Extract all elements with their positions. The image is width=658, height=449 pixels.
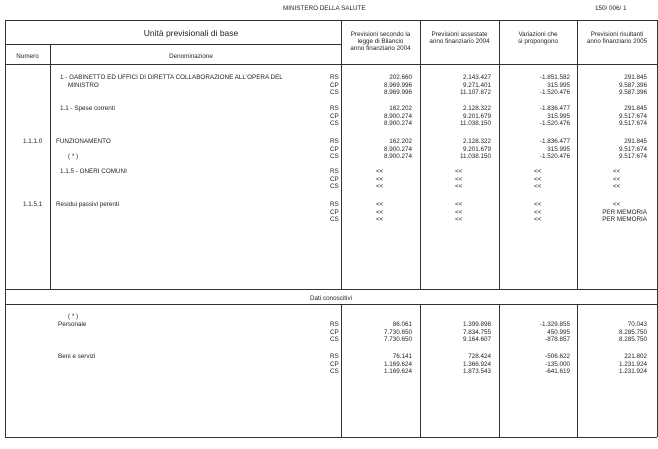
cell-value: 221.802	[624, 353, 647, 360]
code-rs: RS	[330, 138, 339, 145]
code-cs: CS	[330, 183, 339, 190]
cell-value: 291.845	[624, 138, 647, 145]
column-variazioni-line2: si propongono	[518, 38, 558, 45]
cell-value: 1.231.924	[618, 360, 647, 368]
cell-value: 9.587.396	[618, 81, 647, 89]
nil-value: <<	[455, 201, 463, 208]
nil-value: <<	[376, 201, 384, 208]
cell-value: 9.164.607	[462, 336, 491, 343]
cell-value: 291.845	[624, 74, 647, 81]
cell-value: 9.271.401	[462, 81, 491, 89]
cell-value: 7.730.650	[383, 328, 412, 336]
column-denominazione: Denominazione	[169, 53, 213, 60]
cell-value: 1.873.543	[462, 368, 491, 375]
cell-value: 315.995	[547, 145, 570, 153]
code-cs: CS	[330, 153, 339, 160]
code-rs: RS	[330, 105, 339, 112]
nil-value: <<	[613, 175, 621, 183]
nil-value: <<	[534, 175, 542, 183]
cell-value: -1.836.477	[539, 138, 570, 145]
cell-value: 11.038.150	[459, 120, 491, 127]
cell-value: 9.201.679	[462, 145, 491, 153]
cell-value: 1.399.898	[462, 321, 491, 328]
cell-value: 1.169.624	[383, 368, 412, 375]
cell-value: -878.857	[545, 336, 570, 343]
nil-value: <<	[455, 168, 463, 175]
code-rs: RS	[330, 321, 339, 328]
section-divider	[5, 289, 657, 290]
cell-value: 2.128.322	[462, 138, 491, 145]
nil-value: <<	[534, 183, 542, 190]
cell-value: 7.730.650	[383, 336, 412, 343]
code-rs: RS	[330, 168, 339, 175]
code-cs: CS	[330, 336, 339, 343]
cell-value: 8.969.996	[383, 81, 412, 89]
cell-value: 11.107.872	[459, 89, 491, 96]
nil-value: <<	[455, 216, 463, 223]
nil-value: <<	[455, 175, 463, 183]
code-cp: CP	[330, 145, 339, 153]
code-cs: CS	[330, 120, 339, 127]
code-cs: CS	[330, 216, 339, 223]
column-previsioni-assestate-line2: anno finanziario 2004	[429, 38, 490, 45]
nil-value: <<	[534, 216, 542, 223]
column-previsioni-risultanti-line1: Previsioni risultanti	[590, 31, 644, 38]
column-variazioni-line1: Variazioni che	[518, 31, 558, 38]
cell-value: 8.285.750	[618, 336, 647, 343]
cell-value: -1.851.582	[539, 74, 570, 81]
cell-value: 76.141	[392, 353, 412, 360]
cell-value: 9.517.674	[618, 145, 647, 153]
cell-value: 8.285.750	[618, 328, 647, 336]
row-label: ( * )	[68, 153, 79, 160]
cell-value: 315.995	[547, 112, 570, 120]
nil-value: <<	[613, 201, 621, 208]
row-label: Residui passivi perenti	[56, 201, 119, 208]
cell-value: -135.000	[545, 360, 570, 368]
nil-value: <<	[376, 216, 384, 223]
column-previsioni-legge-line1: Previsioni secondo la	[350, 31, 411, 38]
row-numero: 1.1.1.0	[23, 138, 43, 145]
code-rs: RS	[330, 353, 339, 360]
cell-value: -641.619	[545, 368, 570, 375]
cell-value: 8.969.996	[383, 89, 412, 96]
cell-value: 8.900.274	[383, 112, 412, 120]
nil-value: <<	[455, 208, 463, 216]
nil-value: <<	[534, 168, 542, 175]
nil-value: <<	[376, 208, 384, 216]
cell-value: PER MEMORIA	[602, 208, 647, 216]
cell-value: 162.202	[389, 138, 412, 145]
dati-header-border	[5, 304, 657, 305]
code-rs: RS	[330, 201, 339, 208]
column-previsioni-legge-line3: anno finanziario 2004	[350, 45, 411, 52]
dati-row-label: Beni e servizi	[58, 353, 96, 360]
cell-value: 1.366.924	[462, 360, 491, 368]
row-label: 1.1.5 - ONERI COMUNI	[60, 168, 127, 175]
column-group-title: Unità previsionali di base	[143, 28, 239, 38]
header-inner-border	[5, 44, 341, 45]
column-numero: Numero	[16, 53, 39, 60]
cell-value: 2.143.427	[462, 74, 491, 81]
cell-value: 70.043	[627, 321, 647, 328]
cell-value: -1.836.477	[539, 105, 570, 112]
numero-column-border	[50, 44, 51, 289]
column-previsioni-risultanti-line2: anno finanziario 2005	[586, 38, 648, 45]
cell-value: -1.520.476	[539, 89, 570, 96]
nil-value: <<	[534, 201, 542, 208]
cell-value: 1.231.924	[618, 368, 647, 375]
header-bottom-border	[5, 64, 657, 65]
row-label: FUNZIONAMENTO	[56, 138, 111, 145]
code-cp: CP	[330, 81, 339, 89]
cell-value: 728.424	[468, 353, 491, 360]
cell-value: 8.900.274	[383, 145, 412, 153]
table-top-border	[5, 20, 657, 21]
dati-row-label: Personale	[58, 321, 87, 328]
cell-value: 450.995	[547, 328, 570, 336]
cell-value: 8.900.274	[383, 120, 412, 127]
nil-value: <<	[376, 183, 384, 190]
cell-value: 9.587.396	[618, 89, 647, 96]
column-previsioni-assestate-line1: Previsioni assestate	[431, 31, 488, 38]
nil-value: <<	[376, 168, 384, 175]
code-cp: CP	[330, 208, 339, 216]
table-left-border	[5, 20, 6, 437]
cell-value: 291.845	[624, 105, 647, 112]
cell-value: 9.517.674	[618, 112, 647, 120]
cell-value: -1.329.855	[539, 321, 570, 328]
cell-value: 2.128.322	[462, 105, 491, 112]
cell-value: PER MEMORIA	[602, 216, 647, 223]
cell-value: 9.517.674	[618, 153, 647, 160]
nil-value: <<	[376, 175, 384, 183]
cell-value: -1.520.476	[539, 153, 570, 160]
code-rs: RS	[330, 74, 339, 81]
code-cp: CP	[330, 112, 339, 120]
code-cp: CP	[330, 360, 339, 368]
table-bottom-border	[5, 437, 657, 438]
cell-value: 1.169.624	[383, 360, 412, 368]
nil-value: <<	[455, 183, 463, 190]
nil-value: <<	[613, 183, 621, 190]
code-cp: CP	[330, 175, 339, 183]
row-numero: 1.1.5.1	[23, 201, 43, 208]
cell-value: 11.038.150	[459, 153, 491, 160]
nil-value: <<	[613, 168, 621, 175]
column-previsioni-legge-line2: legge di Bilancio	[357, 38, 404, 45]
row-label: 1.1 - Spese correnti	[60, 105, 115, 112]
code-cs: CS	[330, 89, 339, 96]
code-cp: CP	[330, 328, 339, 336]
cell-value: 162.202	[389, 105, 412, 112]
cell-value: 86.061	[392, 321, 412, 328]
ministry-title: MINISTERO DELLA SALUTE	[283, 5, 366, 12]
cell-value: 7.834.755	[462, 328, 491, 336]
row-label: 1 - GABINETTO ED UFFICI DI DIRETTA COLLABORAZIONE ALL'OPERA DEL	[60, 74, 283, 81]
cell-value: 202.660	[389, 74, 412, 81]
cell-value: 9.201.679	[462, 112, 491, 120]
cell-value: 315.995	[547, 81, 570, 89]
row-label: MINISTRO	[68, 81, 99, 89]
cell-value: -506.622	[545, 353, 570, 360]
cell-value: 9.517.674	[618, 120, 647, 127]
page-ref: 150/ 006/ 1	[595, 5, 627, 12]
dati-conoscitivi-title: Dati conoscitivi	[310, 295, 352, 302]
cell-value: 8.900.274	[383, 153, 412, 160]
code-cs: CS	[330, 368, 339, 375]
nil-value: <<	[534, 208, 542, 216]
cell-value: -1.520.476	[539, 120, 570, 127]
dati-note: ( * )	[68, 313, 79, 320]
